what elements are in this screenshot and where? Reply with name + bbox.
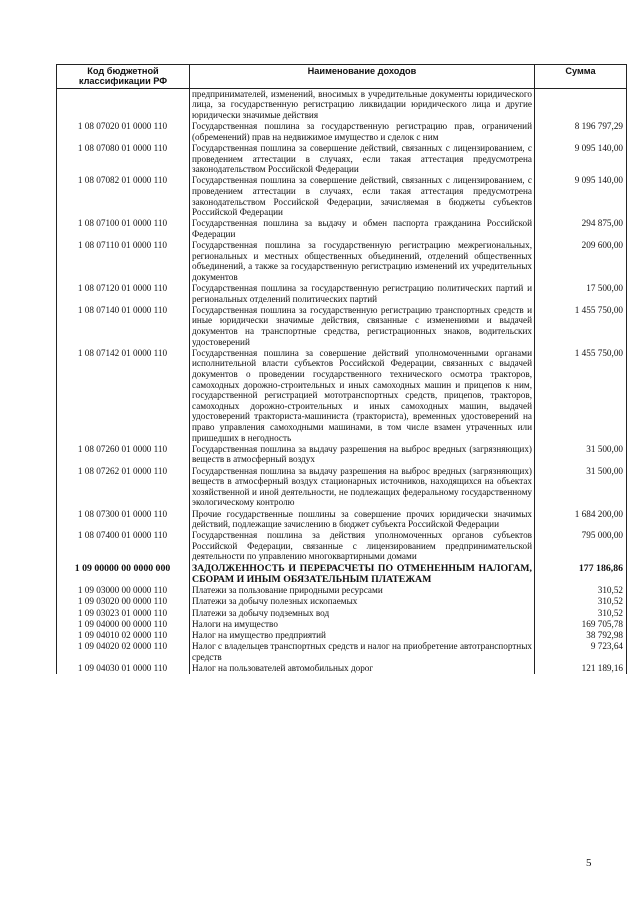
row-name: Налог на пользователей автомобильных дорог bbox=[190, 663, 535, 674]
row-sum: 38 792,98 bbox=[535, 630, 627, 641]
row-name: предпринимателей, изменений, вносимых в учредительные документы юридического лица, за государственную регистрацию ликвидации юридического лица и другие юридически значимые действия bbox=[190, 88, 535, 121]
table-row bbox=[57, 218, 627, 240]
row-sum: 9 095 140,00 bbox=[535, 143, 627, 175]
row-name: Прочие государственные пошлины за совершение прочих юридически значимых действий, подлежащие зачислению в бюджет субъекта Российской Федерации bbox=[190, 509, 535, 531]
table-row bbox=[57, 466, 627, 509]
table-row bbox=[57, 596, 627, 607]
table-row bbox=[57, 663, 627, 674]
header-code: Код бюджетной классификации РФ bbox=[57, 65, 190, 89]
row-name: Налог с владельцев транспортных средств и налог на приобретение автотранспортных средств bbox=[190, 641, 535, 663]
row-code: 1 09 04000 00 0000 110 bbox=[57, 619, 190, 630]
row-sum: 294 875,00 bbox=[535, 218, 627, 240]
header-sum: Сумма bbox=[535, 65, 627, 89]
header-name: Наименование доходов bbox=[190, 65, 535, 89]
row-name: Государственная пошлина за совершение действий, связанных с лицензированием, с проведением аттестации в случаях, если такая аттестация предусмотрена законодательством Российской Федерации, зачисляемая в бюджеты субъектов Российской Федерации bbox=[190, 175, 535, 218]
row-sum: 169 705,78 bbox=[535, 619, 627, 630]
row-name: Государственная пошлина за государственную регистрацию политических партий и региональных отделений политических партий bbox=[190, 283, 535, 305]
row-name: Государственная пошлина за выдачу разрешения на выброс вредных (загрязняющих) веществ в атмосферный воздух bbox=[190, 444, 535, 466]
row-code: 1 08 07262 01 0000 110 bbox=[57, 466, 190, 509]
row-sum: 121 189,16 bbox=[535, 663, 627, 674]
row-sum: 209 600,00 bbox=[535, 240, 627, 283]
row-name: Государственная пошлина за совершение действий уполномоченными органами исполнительной власти субъектов Российской Федерации, связанных с выдачей документов о проведении государственного технического осмотра тракторов, самоходных дорожно-строительных и иных самоходных машин и прицепов к ним, государственной регистрацией мототранспортных средств, прицепов, тракторов, самоходных дорожно-строительных и иных самоходных машин, выдачей удостоверений тракториста-машиниста (тракториста), временных удостоверений на право управления самоходными машинами, в том числе взамен утраченных или пришедших в негодность bbox=[190, 348, 535, 444]
table-row bbox=[57, 305, 627, 348]
table-row bbox=[57, 608, 627, 619]
row-name: Платежи за добычу подземных вод bbox=[190, 608, 535, 619]
row-name: Государственная пошлина за выдачу и обмен паспорта гражданина Российской Федерации bbox=[190, 218, 535, 240]
row-name: Платежи за пользование природными ресурсами bbox=[190, 585, 535, 596]
row-code: 1 08 07110 01 0000 110 bbox=[57, 240, 190, 283]
row-code: 1 08 07300 01 0000 110 bbox=[57, 509, 190, 531]
row-code: 1 08 07080 01 0000 110 bbox=[57, 143, 190, 175]
table-row bbox=[57, 175, 627, 218]
row-code: 1 09 04020 02 0000 110 bbox=[57, 641, 190, 663]
row-code: 1 09 04030 01 0000 110 bbox=[57, 663, 190, 674]
table-row bbox=[57, 641, 627, 663]
row-sum: 1 455 750,00 bbox=[535, 305, 627, 348]
row-name: Государственная пошлина за государственную регистрацию межрегиональных, региональных и местных общественных объединений, отделений общественных объединений, а также за государственную регистрацию изменений их учредительных документов bbox=[190, 240, 535, 283]
row-sum: 8 196 797,29 bbox=[535, 121, 627, 143]
row-sum: 31 500,00 bbox=[535, 444, 627, 466]
row-code: 1 08 07142 01 0000 110 bbox=[57, 348, 190, 444]
row-code bbox=[57, 88, 190, 121]
table-row bbox=[57, 509, 627, 531]
row-code: 1 08 07400 01 0000 110 bbox=[57, 530, 190, 562]
row-code: 1 09 03000 00 0000 110 bbox=[57, 585, 190, 596]
table-row bbox=[57, 88, 627, 121]
table-row bbox=[57, 563, 627, 586]
table-row bbox=[57, 619, 627, 630]
row-code: 1 09 00000 00 0000 000 bbox=[57, 563, 190, 586]
row-code: 1 08 07140 01 0000 110 bbox=[57, 305, 190, 348]
row-code: 1 09 03023 01 0000 110 bbox=[57, 608, 190, 619]
row-name: Платежи за добычу полезных ископаемых bbox=[190, 596, 535, 607]
table-row bbox=[57, 630, 627, 641]
table-row bbox=[57, 283, 627, 305]
row-code: 1 09 04010 02 0000 110 bbox=[57, 630, 190, 641]
table-row bbox=[57, 444, 627, 466]
row-name: ЗАДОЛЖЕННОСТЬ И ПЕРЕРАСЧЕТЫ ПО ОТМЕНЕННЫМ НАЛОГАМ, СБОРАМ И ИНЫМ ОБЯЗАТЕЛЬНЫМ ПЛАТЕЖАМ bbox=[190, 563, 535, 586]
table-row bbox=[57, 121, 627, 143]
row-name: Государственная пошлина за государственную регистрацию транспортных средств и иные юридически значимые действия, связанные с изменениями и выдачей документов на транспортные средства, регистрационных знаков, водительских удостоверений bbox=[190, 305, 535, 348]
row-code: 1 08 07120 01 0000 110 bbox=[57, 283, 190, 305]
table-header-row bbox=[57, 65, 627, 89]
row-code: 1 08 07100 01 0000 110 bbox=[57, 218, 190, 240]
row-sum bbox=[535, 88, 627, 121]
row-sum: 17 500,00 bbox=[535, 283, 627, 305]
row-name: Государственная пошлина за государственную регистрацию прав, ограничений (обременений) прав на недвижимое имущество и сделок с ним bbox=[190, 121, 535, 143]
row-sum: 795 000,00 bbox=[535, 530, 627, 562]
row-name: Налоги на имущество bbox=[190, 619, 535, 630]
table-row bbox=[57, 530, 627, 562]
row-sum: 1 455 750,00 bbox=[535, 348, 627, 444]
row-sum: 310,52 bbox=[535, 608, 627, 619]
row-sum: 310,52 bbox=[535, 585, 627, 596]
table-row bbox=[57, 348, 627, 444]
table-row bbox=[57, 240, 627, 283]
budget-document bbox=[56, 64, 626, 674]
row-sum: 9 723,64 bbox=[535, 641, 627, 663]
row-sum: 310,52 bbox=[535, 596, 627, 607]
row-code: 1 09 03020 00 0000 110 bbox=[57, 596, 190, 607]
table-row bbox=[57, 143, 627, 175]
row-sum: 9 095 140,00 bbox=[535, 175, 627, 218]
row-name: Государственная пошлина за совершение действий, связанных с лицензированием, с проведением аттестации в случаях, если такая аттестация предусмотрена законодательством Российской Федерации bbox=[190, 143, 535, 175]
row-name: Налог на имущество предприятий bbox=[190, 630, 535, 641]
row-sum: 1 684 200,00 bbox=[535, 509, 627, 531]
row-name: Государственная пошлина за выдачу разрешения на выброс вредных (загрязняющих) веществ в атмосферный воздух стационарных источников, находящихся на объектах хозяйственной и иной деятельности, не подлежащих федеральному государственному экологическому контролю bbox=[190, 466, 535, 509]
row-name: Государственная пошлина за действия уполномоченных органов субъектов Российской Федерации, связанные с лицензированием предпринимательской деятельности по управлению многоквартирными домами bbox=[190, 530, 535, 562]
row-code: 1 08 07020 01 0000 110 bbox=[57, 121, 190, 143]
revenue-table bbox=[56, 64, 627, 674]
table-row bbox=[57, 585, 627, 596]
row-code: 1 08 07260 01 0000 110 bbox=[57, 444, 190, 466]
page-number: 5 bbox=[586, 857, 592, 869]
row-sum: 177 186,86 bbox=[535, 563, 627, 586]
row-sum: 31 500,00 bbox=[535, 466, 627, 509]
row-code: 1 08 07082 01 0000 110 bbox=[57, 175, 190, 218]
